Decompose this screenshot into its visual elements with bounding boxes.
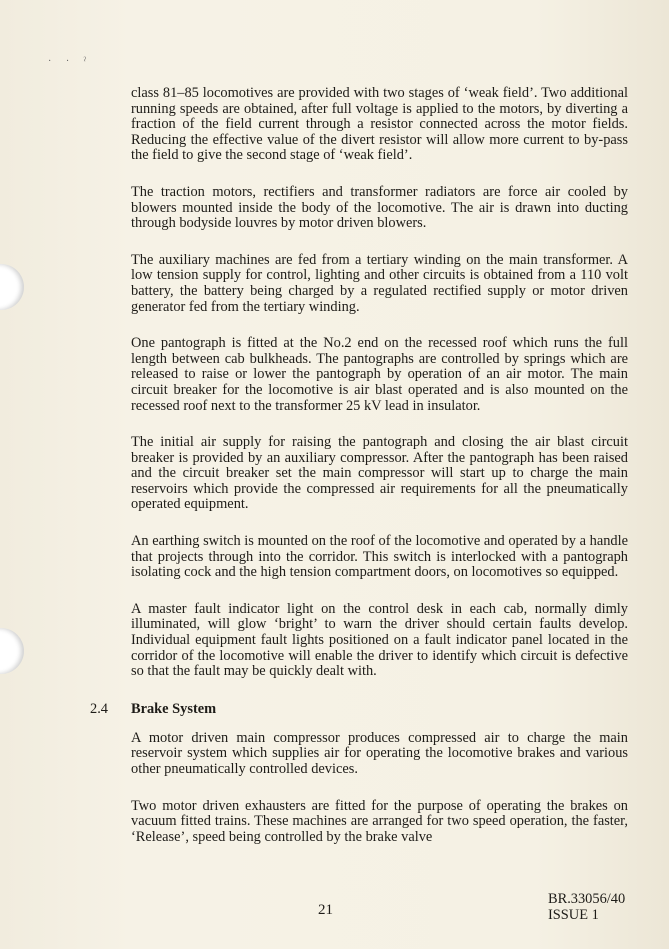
section-title: Brake System — [131, 700, 217, 717]
paragraph-pantograph: One pantograph is fitted at the No.2 end on the recessed roof which runs the full length between cab bulkheads. The pantographs are controlled by springs which are released to raise or lower the pantograph by operation of an air motor. The main circuit breaker for the locomotive is air blast operated and is also mounted on the recessed roof next to the transformer 25 kV lead in insulator. — [131, 335, 628, 414]
paragraph-earthing-switch: An earthing switch is mounted on the roof of the locomotive and operated by a handle that projects through into the corridor. This switch is interlocked with a pantograph isolating cock and the high tension compartment doors, on locomotives so equipped. — [131, 533, 628, 581]
document-reference — [548, 891, 625, 923]
paragraph-auxiliary: The auxiliary machines are fed from a tertiary winding on the main transformer. A low tension supply for control, lighting and other circuits is obtained from a 110 volt battery, the battery being charged by a regulated rectified supply or motor driven generator fed from the tertiary winding. — [131, 251, 628, 315]
section-heading — [90, 700, 628, 717]
paragraph-weak-field: class 81–85 locomotives are provided with two stages of ‘weak field’. Two additional running speeds are obtained, after full voltage is applied to the motors, by diverting a fraction of the field current through a resistor connected across the motor fields. Reducing the effective value of the divert resistor will allow more current to by-pass the field to give the second stage of ‘weak field’. — [131, 85, 628, 164]
punch-hole-lower — [0, 628, 24, 674]
paragraph-fault-indicator: A master fault indicator light on the control desk in each cab, normally dimly illuminated, will glow ‘bright’ to warn the driver should certain faults develop. Individual equipment fault lights positioned on a fault indicator panel located in the corridor of the locomotive will enable the driver to identify which circuit is defective so that the fault may be quickly dealt with. — [131, 600, 628, 680]
paragraph-exhausters: Two motor driven exhausters are fitted for the purpose of operating the brakes on vacuum fitted trains. These machines are arranged for two speed operation, the faster, ‘Release’, speed being controlled by the brake valve — [131, 797, 628, 845]
paragraph-cooling: The traction motors, rectifiers and transformer radiators are force air cooled by blowers mounted inside the body of the locomotive. The air is drawn into ducting through bodyside louvres by motor driven blowers. — [131, 183, 628, 232]
page-number: 21 — [318, 902, 333, 918]
punch-hole-upper — [0, 264, 24, 310]
doc-ref-number: BR.33056/40 — [548, 891, 626, 907]
margin-marks: · · ˀ — [48, 56, 93, 67]
paragraph-compressor: A motor driven main compressor produces compressed air to charge the main reservoir system which supplies air for operating the locomotive brakes and various other pneumatically controlled devices. — [131, 729, 628, 777]
issue-label: ISSUE 1 — [548, 907, 599, 923]
section-number: 2.4 — [90, 700, 108, 717]
paragraph-air-supply: The initial air supply for raising the pantograph and closing the air blast circuit breaker is provided by an auxiliary compressor. After the pantograph has been raised and the circuit breaker set the main compressor will start up to charge the main reservoirs which provide the compressed air requirements for all the pneumatically operated equipment. — [131, 434, 628, 513]
body-text — [90, 85, 628, 866]
